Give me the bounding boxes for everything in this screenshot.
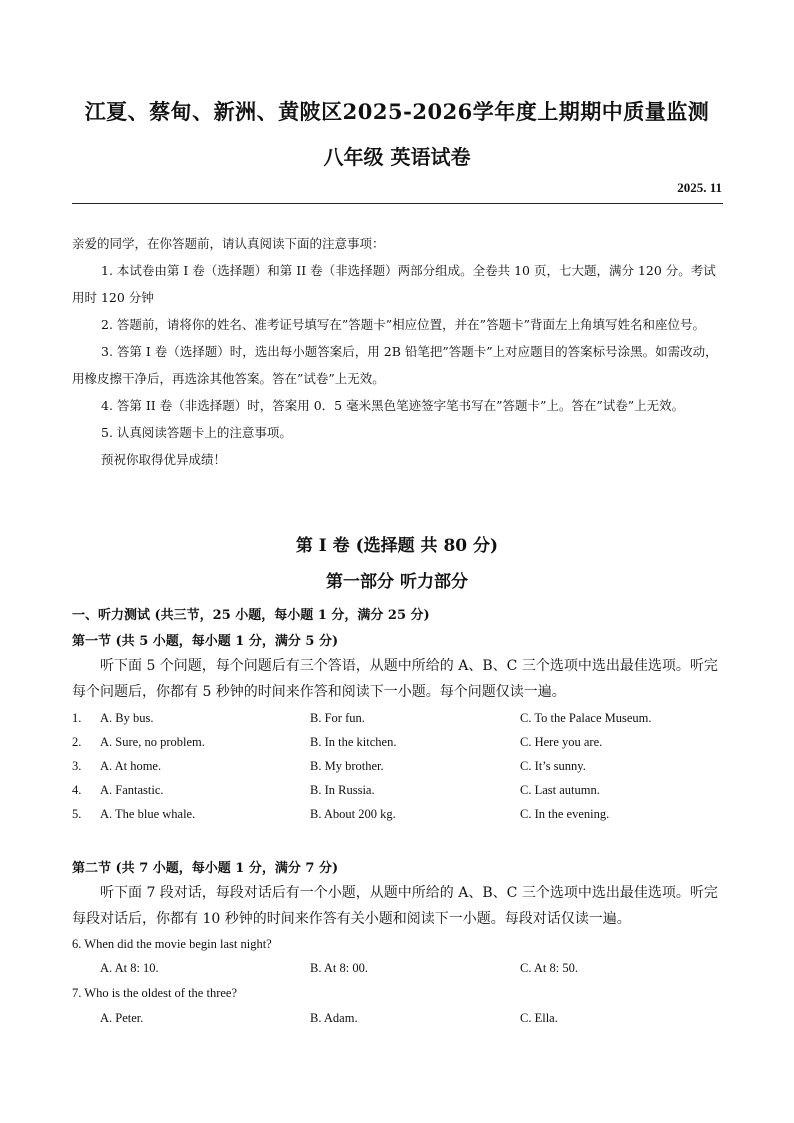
option-b: B. About 200 kg. — [310, 807, 396, 821]
option-c: C. To the Palace Museum. — [520, 711, 652, 725]
notes-wish: 预祝你取得优异成绩！ — [101, 452, 227, 467]
option-c: C. Last autumn. — [520, 783, 600, 797]
option-a: A. The blue whale. — [100, 807, 196, 821]
exam-subtitle: 八年级 英语试卷 — [323, 145, 471, 169]
option-b: B. At 8: 00. — [310, 961, 368, 975]
option-b: B. In Russia. — [310, 783, 375, 797]
option-b: B. For fun. — [310, 711, 365, 725]
question-row — [72, 783, 724, 807]
question-row — [72, 711, 724, 735]
sub2-heading: 第二节 (共 7 小题，每小题 1 分，满分 7 分) — [72, 861, 339, 876]
volume-title: 第 I 卷 (选择题 共 80 分) — [295, 536, 499, 556]
option-a: A. Fantastic. — [100, 783, 164, 797]
question-stem: 6. When did the movie begin last night? — [72, 937, 272, 951]
exam-title: 江夏、蔡甸、新洲、黄陂区2025-2026学年度上期期中质量监测 — [84, 99, 710, 124]
option-a: A. At home. — [100, 759, 162, 773]
question-row — [72, 759, 724, 783]
option-c: C. It’s sunny. — [520, 759, 586, 773]
header-divider — [72, 203, 723, 204]
option-a: A. Peter. — [100, 1011, 144, 1025]
question-number: 4. — [72, 783, 82, 797]
question-row — [72, 807, 724, 831]
question-row — [72, 1011, 724, 1035]
option-c: C. In the evening. — [520, 807, 610, 821]
option-a: A. At 8: 10. — [100, 961, 159, 975]
option-b: B. Adam. — [310, 1011, 358, 1025]
question-number: 3. — [72, 759, 82, 773]
question-row — [72, 735, 724, 759]
question-row — [72, 961, 724, 985]
note-item-1: 1. 本试卷由第 I 卷（选择题）和第 II 卷（非选择题）两部分组成。全卷共 10 页，七大题，满分 120 分。考试用时 120 分钟 — [72, 263, 716, 305]
section-heading: 一、听力测试 (共三节，25 小题，每小题 1 分，满分 25 分) — [72, 608, 430, 623]
sub1-instructions: 听下面 5 个问题，每个问题后有三个答语，从题中所给的 A、B、C 三个选项中选出最佳选项。听完每个问题后，你都有 5 秒钟的时间来作答和阅读下一小题。每个问题仅读一遍。 — [72, 658, 718, 700]
option-a: A. Sure, no problem. — [100, 735, 205, 749]
question-number: 2. — [72, 735, 82, 749]
option-c: C. At 8: 50. — [520, 961, 578, 975]
option-c: C. Ella. — [520, 1011, 558, 1025]
note-item-5: 5. 认真阅读答题卡上的注意事项。 — [101, 425, 292, 440]
note-item-3: 3. 答第 I 卷（选择题）时，选出每小题答案后，用 2B 铅笔把”答题卡”上对应题目的答案标号涂黑。如需改动，用橡皮擦干净后，再选涂其他答案。答在”试卷”上无效。 — [72, 344, 718, 386]
notes-greeting: 亲爱的同学，在你答题前，请认真阅读下面的注意事项： — [72, 236, 385, 251]
question-number: 5. — [72, 807, 82, 821]
part-title: 第一部分 听力部分 — [326, 572, 468, 592]
note-item-4: 4. 答第 II 卷（非选择题）时，答案用 0．5 毫米黑色笔迹签字笔书写在”答题卡”上。答在”试卷”上无效。 — [101, 398, 685, 413]
option-c: C. Here you are. — [520, 735, 603, 749]
option-b: B. My brother. — [310, 759, 384, 773]
exam-date: 2025. 11 — [677, 180, 722, 195]
exam-notes — [72, 230, 724, 473]
option-b: B. In the kitchen. — [310, 735, 397, 749]
option-a: A. By bus. — [100, 711, 154, 725]
sub1-heading: 第一节 (共 5 小题，每小题 1 分，满分 5 分) — [72, 634, 339, 649]
note-item-2: 2. 答题前，请将你的姓名、准考证号填写在”答题卡”相应位置，并在”答题卡”背面左上角填写姓名和座位号。 — [101, 317, 705, 332]
question-number: 1. — [72, 711, 82, 725]
question-stem: 7. Who is the oldest of the three? — [72, 986, 238, 1000]
sub2-instructions: 听下面 7 段对话，每段对话后有一个小题，从题中所给的 A、B、C 三个选项中选出最佳选项。听完每段对话后，你都有 10 秒钟的时间来作答有关小题和阅读下一小题。每段对话仅读一遍。 — [72, 885, 718, 927]
